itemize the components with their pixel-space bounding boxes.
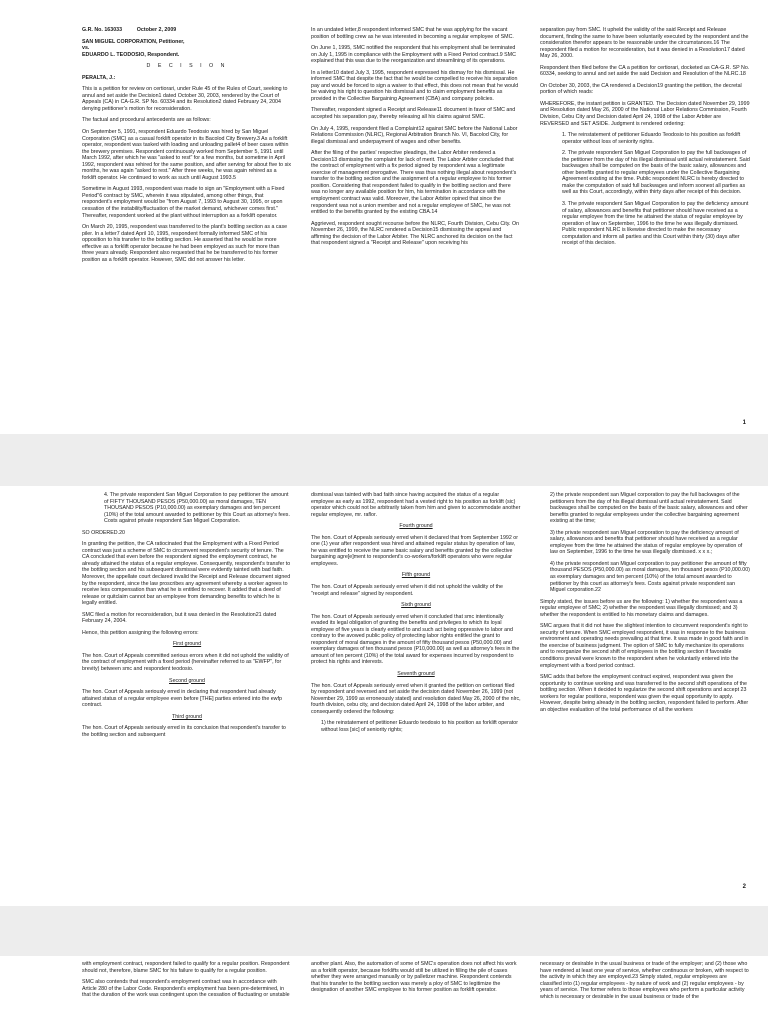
paragraph: On July 4, 1995, respondent filed a Complaint12 against SMC before the National Labor Relations Commission (NLRC), Regional Arbitration Branch No. VI, Bacolod City, for illegal dismissal and underpayment of wages and other benefits.	[311, 125, 518, 145]
page-3	[0, 956, 768, 1024]
paragraph: On March 20, 1995, respondent was transferred to the plant's bottling section as a case piler. In a letter7 dated April 10, 1995, respondent formally informed SMC of his opposition to his transfer to the bottling section. He asserted that he would be more effective as a forklift operator because he had been employed as such for more than three years already. Respondent also requested that he be transferred to his former position as a forklift operator. However, SMC did not answer his letter.	[82, 224, 288, 263]
ponente: PERALTA, J.:	[82, 74, 116, 81]
paragraph: dismissal was tainted with bad faith since having acquired the status of a regular employee as early as 1992, respondent had a vested right to his position as forklift (sic) operator which could not be arbitrarily taken from him and given to accommodate another regular employee, mr. raflor.	[311, 492, 521, 518]
paragraph: necessary or desirable in the usual business or trade of the employer; and (2) those who have rendered at least one year of service, whether continuous or broken, with respect to the activity in which they are employed.23 Simply stated, regular employees are classified into (1) regular employees - by nature of work and (2) regular employees - by years of service. The former refers to those employees who perform a particular activity which is necessary or desirable in the usual business or trade of the	[540, 961, 749, 1000]
paragraph: In granting the petition, the CA ratiocinated that the Employment with a Fixed Period contract was just a scheme of SMC to circumvent respondent's security of tenure. The CA concluded that even before the respondent signed the employment contract, he already attained the status of a regular employee. Consequently, respondent's transfer to the bottling section and his subsequent dismissal were evidently tainted with bad faith. Moreover, the appellate court declared invalid the Receipt and Release document signed by the respondent, since the law proscribes any agreement whereby a worker agrees to receive less compensation than what he is entitled to recover. It added that a deed of release or quitclaim cannot bar an employee from demanding benefits to which he is legally entitled.	[82, 541, 291, 607]
paragraph: SMC argues that it did not have the slightest intention to circumvent respondent's right to security of tenure. When SMC employed respondent, it was in response to the business environment and operating needs prevailing at that time. It was made in good faith and in the exercise of business judgment. The option of SMC to fully mechanize its operations and to reorganize the second shift of employees in the bottling section if favorable conditions prevail were known to the respondent when he voluntarily entered into the employment with a fixed period contract.	[540, 623, 749, 669]
paragraph: After the filing of the parties' respective pleadings, the Labor Arbiter rendered a Decision13 dismissing the complaint for lack of merit. The Labor Arbiter concluded that the contract of employment with a fix period signed by respondent was a legitimate exercise of management prerogative. There was thus nothing illegal about respondent's transfer to the bottling section and the assignment of a regular employee to his former position. Considering that respondent failed to qualify in the bottling section and there was no longer any available position for him, his termination in accordance with the employment contract was valid. Moreover, the Labor Arbiter opined that since the respondent was not a union member and not a regular employee of SMC, he was not entitled to the benefits granted by the existing CBA.14	[311, 150, 517, 216]
ground-heading: Second ground	[169, 677, 205, 684]
paragraph: Respondent then filed before the CA a petition for certiorari, docketed as CA-G.R. SP No. 60334, seeking to annul and set aside the said Decision and Resolution of the NLRC.18	[540, 64, 750, 78]
page-3-column-1	[82, 961, 292, 1024]
paragraph: Thereafter, respondent signed a Receipt and Release11 document in favor of SMC and accepted his separation pay, thereby releasing all his claims against SMC.	[311, 107, 516, 121]
page-2	[0, 486, 768, 906]
paragraph: In a letter10 dated July 3, 1995, respondent expressed his dismay for his dismissal. He informed SMC that despite the fact that he would be compelled to receive his separation pay and would be forced to sign a waiver to that effect, this does not mean that he would be waiving his right to question his dismissal and to claim employment benefits as provided in the Collective Bargaining Agreement (CBA) and company policies.	[311, 69, 519, 102]
ground-heading: Fifth ground	[401, 572, 431, 579]
paragraph: Aggrieved, respondent sought recourse before the NLRC, Fourth Division, Cebu City. On November 26, 1999, the NLRC rendered a Decision15 dismissing the appeal and affirming the decision of the Labor Arbiter. The NLRC anchored its decision on the fact that respondent signed a "Receipt and Release" upon receiving his	[311, 220, 520, 247]
ground-heading: First ground	[172, 641, 202, 648]
page-3-column-3	[540, 961, 750, 1024]
page-gap	[0, 906, 768, 956]
quoted-paragraph: WHEREFORE, the instant petition is GRANTED. The Decision dated November 29, 1999 and Resolution dated May 26, 2000 of the National Labor Relations Commission, Fourth Division, Cebu City and Decision dated April 24, 1998 of the Labor Arbiter are REVERSED and SET ASIDE. Judgment is rendered ordering:	[540, 100, 750, 127]
ground-heading: Sixth ground	[401, 602, 431, 609]
case-number-date: G.R. No. 163033 October 2, 2009	[82, 27, 177, 33]
paragraph: The hon. Court of Appeals seriously erred when it declared that from September 1992 or one (1) year after respondent was hired and attained regular status by operation of law, he was entitled to receive the same basic salary and benefits granted by the collective bargaining agre[e]ment to respondent's co-workers/forklift operators who were regular employees.	[311, 534, 518, 567]
paragraph: The hon. Court of Appeals seriously erred in declaring that respondent had already attained status of a regular employee even before [THE] parties entered into the ewfp contract.	[82, 689, 282, 709]
so-ordered: SO ORDERED.20	[82, 529, 125, 536]
decision-item-1: 1. The reinstatement of petitioner Eduardo Teodosio to his position as forklift operator without loss of seniority rights.	[562, 132, 741, 145]
ground-heading: Third ground	[171, 713, 203, 720]
paragraph: The factual and procedural antecedents are as follows:	[82, 117, 211, 124]
paragraph: In an undated letter,8 respondent informed SMC that he was applying for the vacant position of bottling crew as he was interested in becoming a regular employee of SMC.	[311, 27, 514, 40]
paragraph: Hence, this petition assigning the following errors:	[82, 629, 199, 636]
paragraph: The hon. Court of Appeals committed serious errors when it did not uphold the validity of the contract of employment with a fixed period (hereinafter referred to as "EWFP", for brevity) between smc and respondent teodosio.	[82, 652, 289, 673]
paragraph: This is a petition for review on certiorari, under Rule 45 of the Rules of Court, seeking to annul and set aside the Decision1 dated October 30, 2003, rendered by the Court of Appeals (CA) in CA-G.R. SP No. 60334 and its Resolution2 dated February 24, 2004 denying petitioner's motion for reconsideration.	[82, 86, 288, 112]
page-number: 1	[742, 420, 746, 426]
decision-item-4: 4. The private respondent San Miguel Corporation to pay petitioner the amount of FIFTY THOUSAND PESOS (P50,000.00) as moral damages, TEN THOUSAND PESOS (P10,000.00) as exemplary damages and ten percent (10%) of the total amount awarded to petitioner by this Court as attorney's fees. Costs against private respondent San Miguel Corporation.	[104, 492, 290, 525]
paragraph: Simply stated, the issues before us are the following: 1) whether the respondent was a regular employee of SMC; 2) whether the respondent was illegally dismissed; and 3) whether the respondent is entitled to his monetary claims and damages.	[540, 598, 743, 618]
ordered-item-4: 4) the private respondent san Miguel corporation to pay petitioner the amount of fifty thousand PESOS (P50,000.00) as moral damages, ten thousand pesos (P10,000.00) as exemplary damages and ten percent (10%) of the total amount awarded to petitioner by this court as attorney's fees. Costs against private respondent san Miguel corporation.22	[550, 560, 750, 594]
paragraph: The hon. Court of Appeals seriously erred when it did not uphold the validity of the "receipt and release" signed by respondent.	[311, 584, 503, 597]
paragraph: On June 1, 1995, SMC notified the respondent that his employment shall be terminated on July 1, 1995 in compliance with the Employment with a Fixed Period contract.9 SMC explained that this was due to the reorganization and streamlining of its operations.	[311, 45, 516, 65]
paragraph: SMC adds that before the employment contract expired, respondent was given the opportunity to continue working and was transferred to the second shift operations of the bottling section. When it decided to regularize the second shift operations and accept 23 workers for regular positions, respondent was given the equal opportunity to apply. However, despite being already in the bottling section, respondent failed to perform. After an objective evaluation of the total performance of all the workers	[540, 674, 749, 713]
page-1-column-1	[82, 27, 292, 432]
page-number: 2	[742, 884, 746, 890]
page-2-column-3	[540, 492, 750, 897]
paragraph: SMC also contends that respondent's employment contract was in accordance with Article 280 of the Labor Code. Respondent's employment has been pre-determined, in that the duration of the work was contingent upon the cessation of fluctuating or unstable	[82, 979, 290, 999]
paragraph: separation pay from SMC. It upheld the validity of the said Receipt and Release document, finding the same to have been voluntarily executed by the respondent and the consideration therefor appears to be reasonable under the circumstances.16 The respondent filed a motion for reconsideration, but it was denied in a Resolution17 dated May 26, 2000.	[540, 27, 749, 60]
paragraph: On September 5, 1991, respondent Eduardo Teodosio was hired by San Miguel Corporation (SMC) as a casual forklift operator in its Bacolod City Brewery.3 As a forklift operator, respondent was tasked with loading and unloading pallet4 of beer cases within the brewery premises. Respondent continuously worked from September 5, 1991 until March 1992, after which he was "asked to rest" for a few months, but sometime in April 1992, respondent was rehired for the same position, and after serving for about five to six months, he was again "asked to rest." After three weeks, he was again rehired as a forklift operator. He continued to work as such until August 1993.5	[82, 129, 292, 181]
page-1	[0, 0, 768, 434]
page-gap	[0, 434, 768, 486]
ordered-item-1: 1) the reinstatement of petitioner Eduardo teodosio to his position as forklift operator without loss [sic] of seniority rights;	[321, 720, 518, 733]
page-2-column-1	[82, 492, 292, 897]
decision-heading: D E C I S I O N	[146, 63, 228, 70]
paragraph: The hon. Court of Appeals seriously erred when it granted the petition on certiorari filed by respondent and reversed and set aside the decision dated November 26, 1999 (not November 29, 1999 as erroneously stated) and resolution dated May 26, 2000 of the nlrc, fourth division, cebu city, and decision dated April 24, 1998 of the labor arbiter, and consequently ordered the following:	[311, 682, 521, 715]
page-1-column-3	[540, 27, 750, 432]
page-3-column-2	[311, 961, 521, 1024]
paragraph: Sometime in August 1993, respondent was made to sign an "Employment with a Fixed Period"6 contract by SMC, wherein it was stipulated, among other things, that respondent's employment would be "from August 7, 1993 to August 30, 1995, or upon cessation of the instability/fluctuation of the market demand, whichever comes first." Thereafter, respondent worked at the plant without interruption as a forklift operator.	[82, 186, 285, 219]
ground-heading: Fourth ground	[399, 523, 433, 530]
paragraph: another plant. Also, the automation of some of SMC's operation does not affect his work as a forklift operator, because forklifts would still be utilized in filling the pile of cases whether they were arranged manually or by palletizer machine. Respondent contends that his transfer to the bottling section was merely a ploy of SMC to legitimize the designation of another SMC employee to his former position as forklift operator.	[311, 961, 517, 994]
ordered-item-2: 2) the private respondent san Miguel corporation to pay the full backwages of the petitioners from the day of his illegal dismissal until actual reinstatement. Said backwages shall be computed on the basis of the basic salary, allowances and other benefits granted to regular employees under the collective bargaining agreement existing at the time;	[550, 492, 748, 525]
ground-heading: Seventh ground	[397, 671, 435, 678]
case-parties: SAN MIGUEL CORPORATION, Petitioner, vs. EDUARDO L. TEODOSIO, Respondent.	[82, 38, 185, 58]
paragraph: SMC filed a motion for reconsideration, but it was denied in the Resolution21 dated February 24, 2004.	[82, 611, 277, 625]
paragraph: with employment contract, respondent failed to qualify for a regular position. Respondent should not, therefore, blame SMC for his failure to qualify for a regular position.	[82, 961, 290, 974]
paragraph: On October 30, 2003, the CA rendered a Decision19 granting the petition, the decretal portion of which reads:	[540, 82, 742, 96]
paragraph: The hon. Court of Appeals seriously erred when it concluded that smc intentionally evaded its legal obligation of granting the benefits and privileges to which its loyal employee of five years is clearly entitled to and such act being oppressive to labor and contrary to the avowed public policy of protecting labor rights entitled the grant to respondent of moral damages in the amount of fifty thousand pesos (P50,000.00) and exemplary damages of ten thousand pesos (P10,000.00) as well as attorney's fees in the amount of ten percent (10%) of the total award for expenses incurred by respondent to protect his rights and interests.	[311, 613, 520, 666]
page-2-column-2	[311, 492, 521, 897]
paragraph: The hon. Court of Appeals seriously erred in its conclusion that respondent's transfer to the bottling section and subsequent	[82, 725, 286, 738]
page-1-column-2	[311, 27, 521, 432]
decision-item-3: 3. The private respondent San Miguel Corporation to pay the deficiency amount of salary, allowances and benefits that petitioner should have received as a regular employee from the time he attained the status of regular employee by operation of law on September, 1996 to the time he was illegally dismissed. Public respondent NLRC is likewise directed to make the necessary computation and inform all parties and this Court within thirty (30) days after receipt of this decision.	[562, 201, 749, 247]
ordered-item-3: 3) the private respondent san Miguel corporation to pay the deficiency amount of salary, allowances and benefits that petitioner should have received as a regular employee from the time he attained the status of regular employee by operation of law on September, 1996 to the time he was illegally dismissed. x x x.;	[550, 529, 743, 556]
decision-item-2: 2. The private respondent San Miguel Corporation to pay the full backwages of the petitioner from the day of his illegal dismissal until actual reinstatement. Said backwages shall be computed on the basis of the basic salary, allowances and other benefits granted to regular employees under the Collective Bargaining Agreement existing at the time. Public respondent NLRC is hereby directed to make the computation of said full backwages and inform soonest all parties as well as this Court, accordingly, within thirty days after receipt of this decision.	[562, 150, 750, 196]
